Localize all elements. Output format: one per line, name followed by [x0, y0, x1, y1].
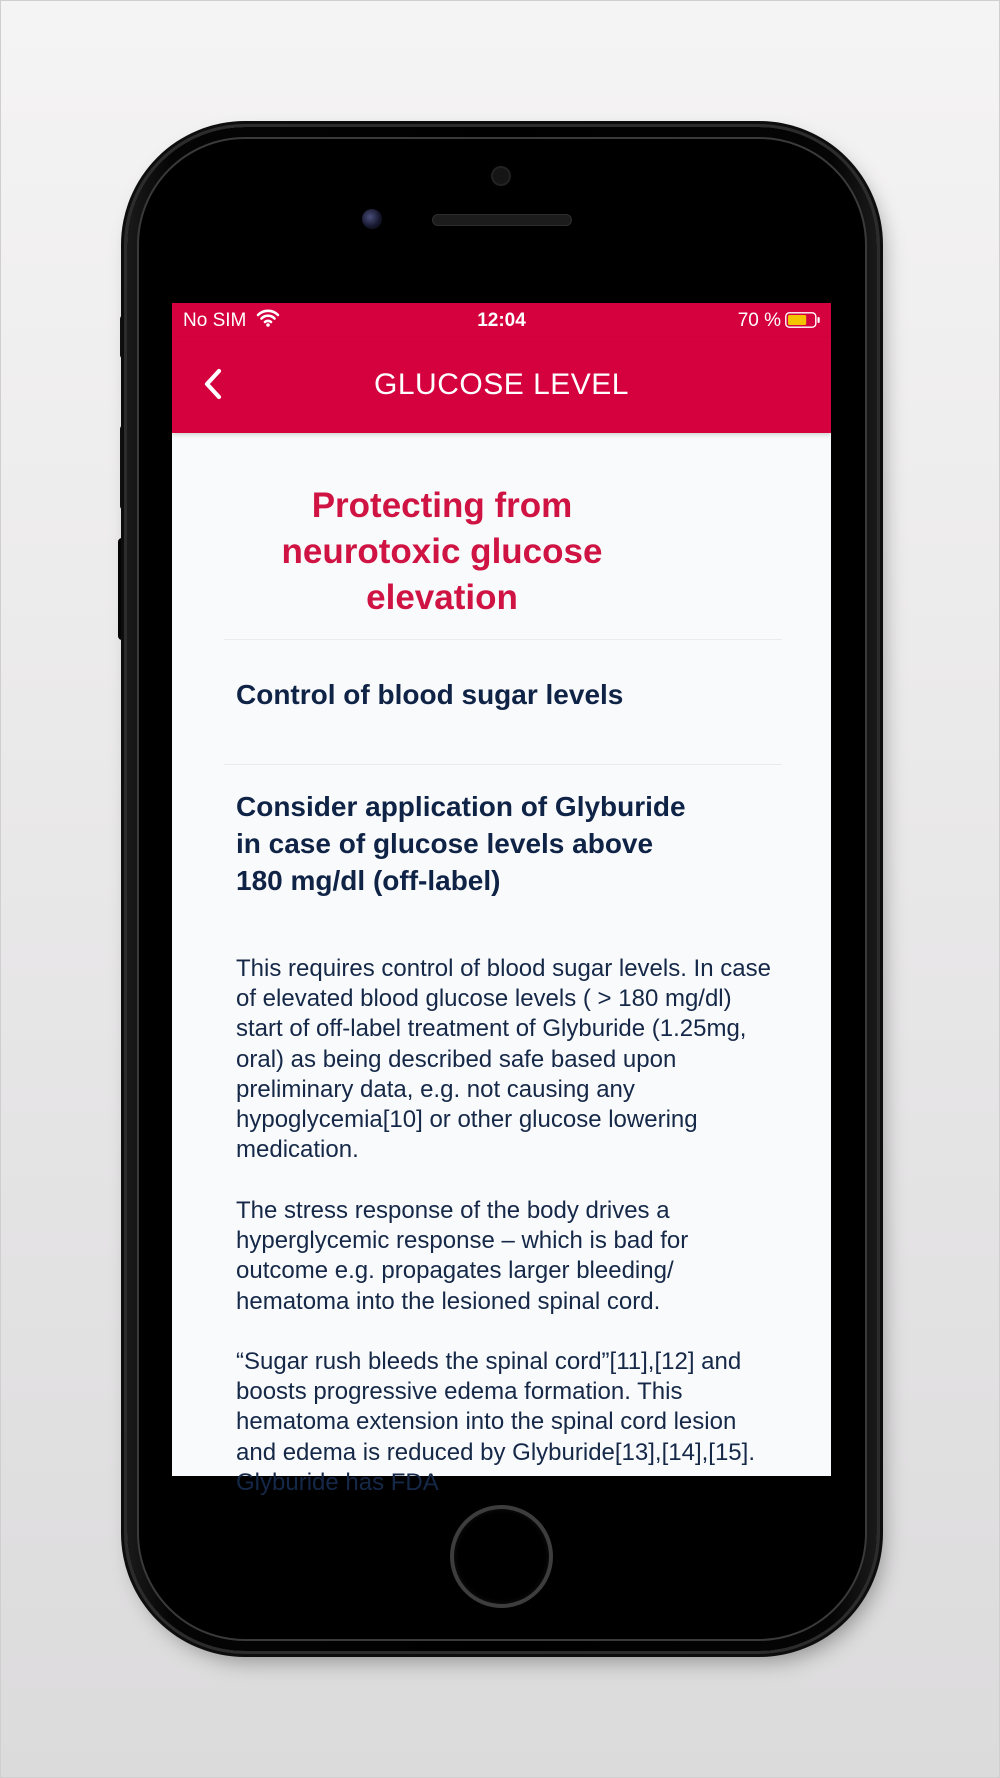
navigation-bar — [172, 337, 831, 433]
app-screen — [172, 303, 831, 1496]
paragraph-stress-response: The stress response of the body drives a hyperglycemic response – which is bad for outcome e.g. propagates larger bleeding/ hematoma into the lesioned spinal cord. — [236, 1197, 689, 1315]
section-heading-blood-sugar: Control of blood sugar levels — [236, 679, 624, 710]
battery-percent: 70 % — [737, 310, 781, 331]
battery-fill — [788, 315, 806, 325]
paragraph-sugar-rush: “Sugar rush bleeds the spinal cord”[11],[12] and boosts progressive edema formation. This hematoma extension into the spinal cord lesion and edema is reduced by Glyburide[13],[14],[15]. Glyburide has FDA — [236, 1348, 755, 1496]
home-button[interactable] — [450, 1505, 553, 1608]
status-bar — [172, 303, 831, 337]
paragraph-treatment: This requires control of blood sugar levels. In case of elevated blood glucose levels ( > 180 mg/dl) start of off-label treatment of Glyburide (1.25mg, oral) as being described safe based upon preliminary data, e.g. not causing any hypoglycemia[10] or other glucose lowering medication. — [236, 955, 771, 1164]
earpiece-speaker — [432, 214, 572, 226]
article-title: Protecting from neurotoxic glucose elevation — [281, 486, 603, 617]
carrier-label: No SIM — [183, 310, 247, 331]
divider — [224, 764, 782, 765]
front-camera — [491, 166, 511, 186]
page-title: GLUCOSE LEVEL — [374, 368, 629, 401]
battery-icon — [785, 312, 821, 328]
proximity-sensor — [362, 209, 382, 229]
status-time: 12:04 — [477, 310, 526, 331]
section-heading-glyburide: Consider application of Glyburide in case of glucose levels above 180 mg/dl (off-label) — [236, 791, 686, 896]
divider — [224, 639, 782, 640]
